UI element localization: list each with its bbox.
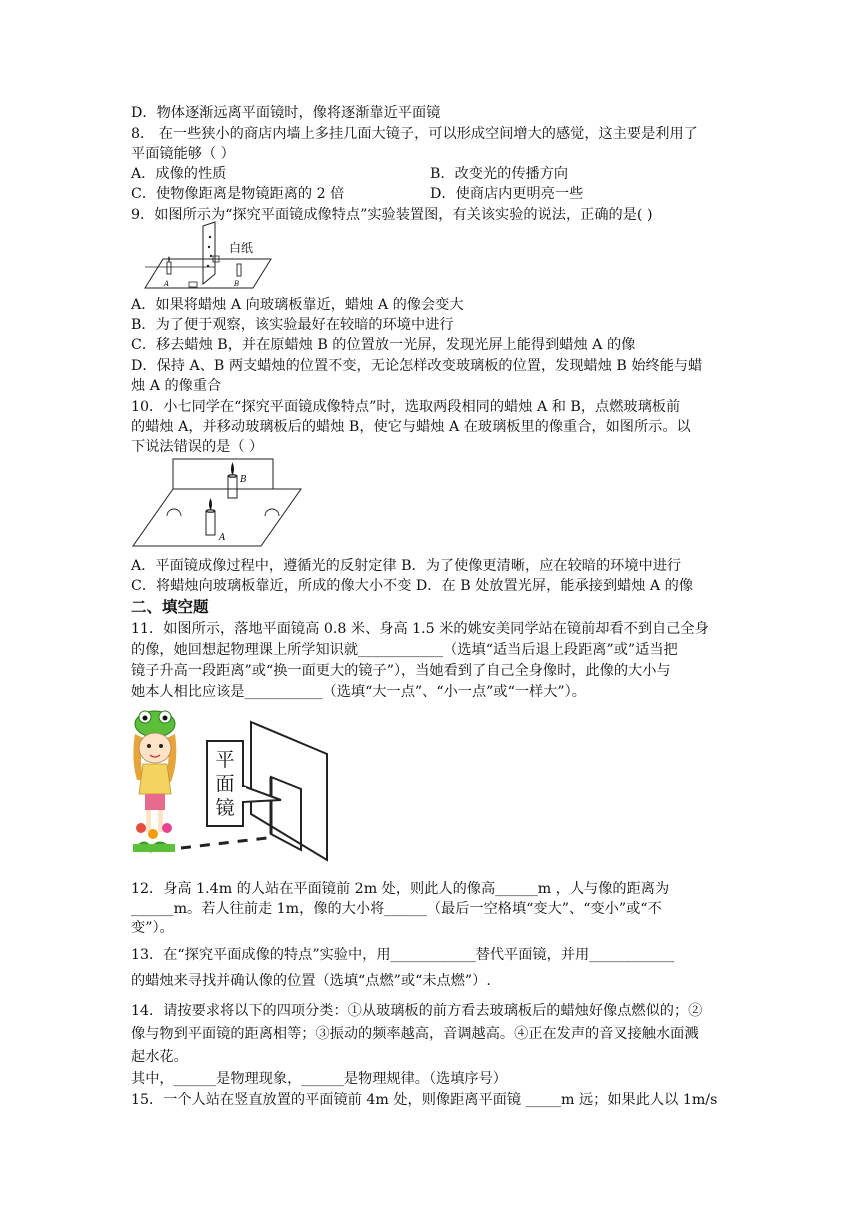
q9-option-c: C．移去蜡烛 B，并在原蜡烛 B 的位置放一光屏，发现光屏上能得到蜡烛 A 的像 [131,337,636,353]
question-13-stem: 13．在“探究平面成像的特点”实验中，用____________替代平面镜，并用____________ [131,947,675,963]
question-12-stem: 12．身高 1.4m 的人站在平面镜前 2m 处，则此人的像高______m ，人与像的距离为 [131,881,670,897]
question-11-stem: 11．如图所示，落地平面镜高 0.8 米、身高 1.5 米的姚安美同学站在镜前却看不到自己全身 [131,621,709,637]
fig11-mirror-label-3: 镜 [215,797,235,819]
question-10-stem: 10．小七同学在“探究平面镜成像特点”时，选取两段相同的蜡烛 A 和 B，点燃玻璃板前 [131,399,681,415]
question-15-stem: 15．一个人站在竖直放置的平面镜前 4m 处，则像距离平面镜 _____m 远；如果此人以 1m/s [131,1092,718,1108]
question-14-stem: 14．请按要求将以下的四项分类：①从玻璃板的前方看去玻璃板后的蜡烛好像点燃似的；② [131,1003,703,1019]
figure-11-girl-mirror [131,710,341,860]
q8-option-c: C．使物像距离是物镜距离的 2 倍 [131,186,345,202]
fig10-label-b: B [240,475,247,485]
q10-options-ab: A．平面镜成像过程中，遵循光的反射定律 B．为了使像更清晰，应在较暗的环境中进行 [131,558,682,574]
q8-option-b: B．改变光的传播方向 [430,166,569,182]
question-13-stem-cont: 的蜡烛来寻找并确认像的位置（选填“点燃”或“未点燃”）. [131,973,491,989]
figure-9-apparatus [131,222,281,294]
q9-option-a: A．如果将蜡烛 A 向玻璃板靠近，蜡烛 A 的像会变大 [131,297,464,313]
q10-options-cd: C．将蜡烛向玻璃板靠近，所成的像大小不变 D．在 B 处放置光屏，能承接到蜡烛 A 的像 [131,578,694,594]
fig10-label-a: A [219,533,226,543]
question-11-stem-cont: 的像，她回想起物理课上所学知识就____________（选填“适当后退上段距离”或”适当把 [131,642,678,658]
question-10-stem-cont2: 下说法错误的是（ ） [131,439,264,455]
question-14-stem-cont3: 其中，______是物理现象，______是物理规律。（选填序号） [131,1071,507,1087]
q8-option-d: D．使商店内更明亮一些 [430,186,584,202]
q8-option-a: A．成像的性质 [131,166,227,182]
question-14-stem-cont2: 起水花。 [131,1049,188,1065]
question-12-stem-cont2: 变”）。 [131,920,174,936]
fig9-label-b: B [234,280,240,288]
fig11-mirror-label-2: 面 [215,773,235,795]
figure-10-apparatus [131,456,303,548]
question-8-stem-cont: 平面镜能够（ ） [131,146,235,162]
fig9-paper-label: 白纸 [229,241,254,255]
question-8-stem: 8． 在一些狭小的商店内墙上多挂几面大镜子，可以形成空间增大的感觉，这主要是利用了 [131,126,698,142]
question-10-stem-cont: 的蜡烛 A，并移动玻璃板后的蜡烛 B，使它与蜡烛 A 在玻璃板里的像重合，如图所示。以 [131,419,691,435]
fig9-label-a: A [164,280,170,288]
q9-option-b: B．为了便于观察，该实验最好在较暗的环境中进行 [131,317,454,333]
question-11-stem-cont2: 镜子升高一段距离”或“换一面更大的镜子”），当她看到了自己全身像时，此像的大小与 [131,663,671,679]
q9-option-d: D．保持 A、B 两支蜡烛的位置不变，无论怎样改变玻璃板的位置，发现蜡烛 B 始终能与蜡 [131,358,703,374]
section-2-heading: 二、填空题 [131,598,209,616]
q7-option-d: D．物体逐渐远离平面镜时，像将逐渐靠近平面镜 [131,105,441,121]
q9-option-d-cont: 烛 A 的像重合 [131,378,222,394]
question-11-stem-cont3: 她本人相比应该是___________（选填“大一点”、“小一点”或“一样大”）。 [131,684,586,700]
fig11-mirror-label-1: 平 [215,749,235,771]
question-12-stem-cont: ______m。若人往前走 1m，像的大小将______（最后一空格填“变大”、“变小”或“不 [131,901,662,917]
question-14-stem-cont: 像与物到平面镜的距离相等；③振动的频率越高，音调越高。④正在发声的音叉接触水面溅 [131,1026,699,1042]
question-9-stem: 9．如图所示为“探究平面镜成像特点”实验装置图，有关该实验的说法，正确的是( ) [131,207,653,223]
